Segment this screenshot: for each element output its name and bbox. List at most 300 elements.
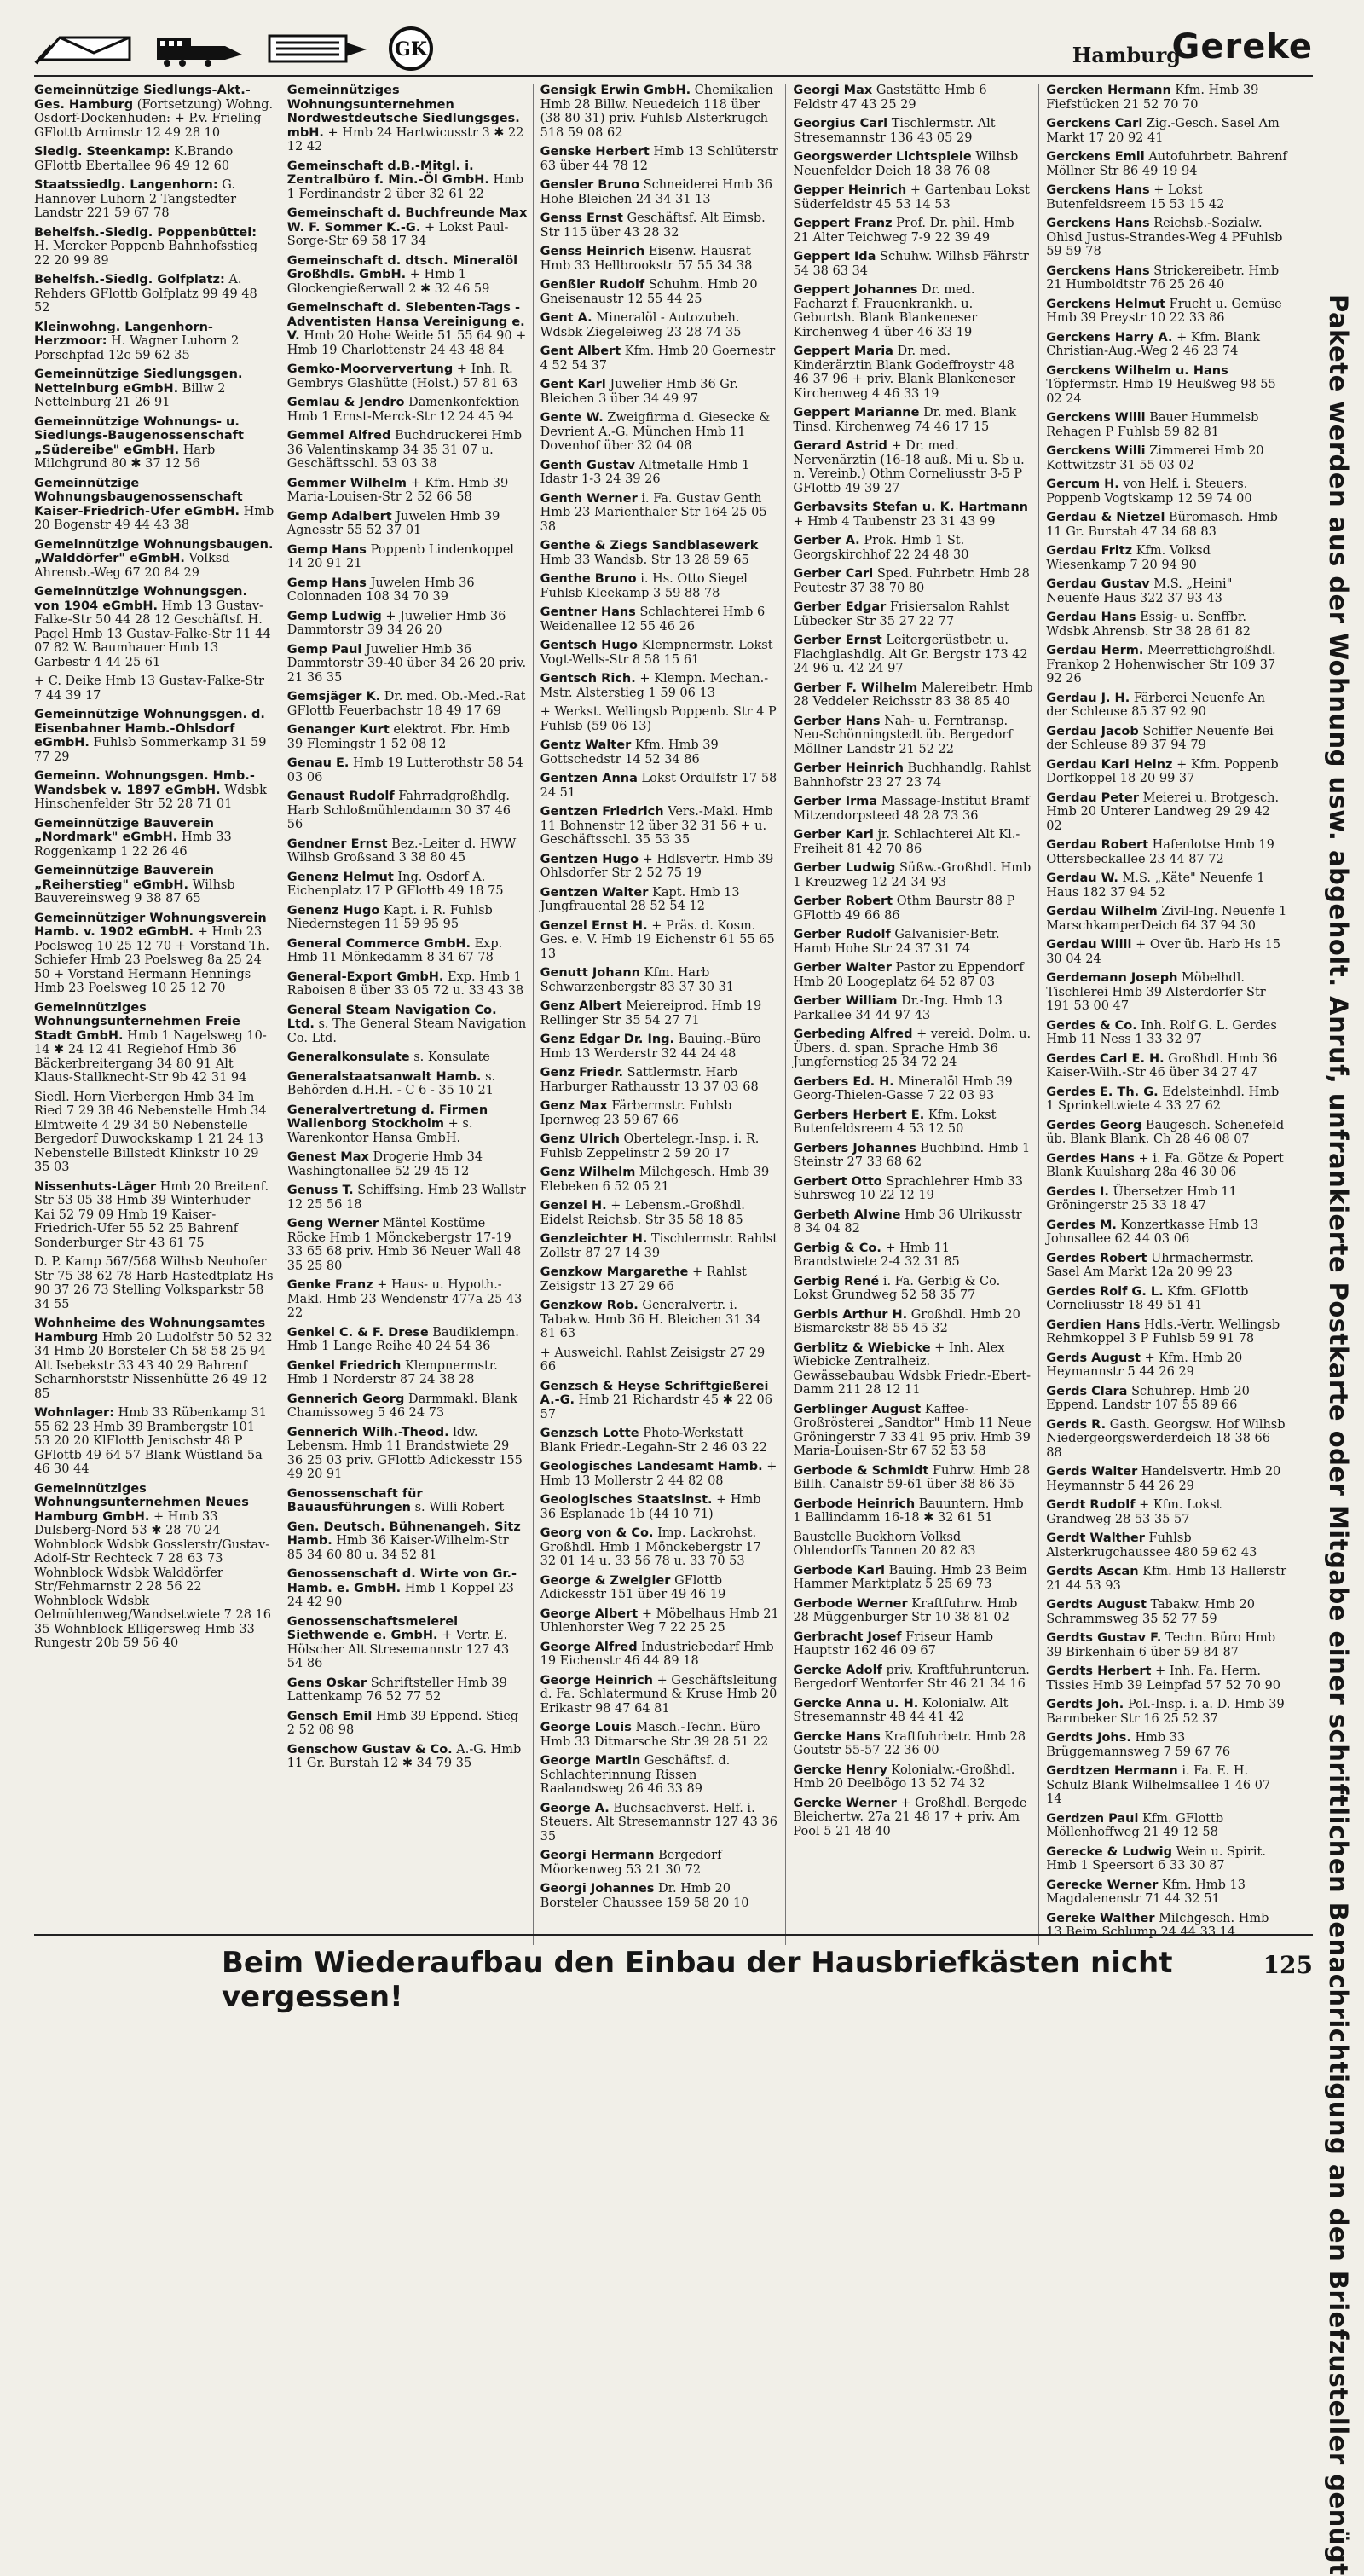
entry-name: Gerdemann Joseph <box>1046 971 1178 985</box>
entry-name: Gerber Heinrich <box>793 761 904 775</box>
directory-entry <box>34 1482 275 1651</box>
directory-entry <box>540 572 781 600</box>
entry-name: Gerdt Walther <box>1046 1531 1145 1545</box>
entry-details: Friseur Hamb Hauptstr 162 46 09 67 <box>793 1630 994 1658</box>
entry-name: General Commerce GmbH. <box>286 936 471 951</box>
entry-details: i. Fa. Gustav Genth Hmb 23 Marienthaler Str 164 25 05 38 <box>540 491 767 534</box>
directory-entry <box>287 254 528 297</box>
directory-entry <box>287 610 528 638</box>
entry-details: Hmb 33 Wandsb. Str 13 28 59 65 <box>540 553 749 567</box>
entry-name: Genz Friedr. <box>540 1066 624 1080</box>
entry-details: Hmb 20 Hohe Weide 51 55 64 90 + Hmb 19 Charlottenstr 24 43 48 84 <box>286 329 527 357</box>
entry-name: Staatssiedlg. Langenhorn: <box>34 178 218 192</box>
directory-entry <box>540 278 781 306</box>
entry-details: Meierei u. Brotgesch. Hmb 20 Unterer Landweg 29 29 42 02 <box>1046 790 1280 833</box>
directory-entry <box>540 1066 781 1094</box>
entry-details: Damenkonfektion Hmb 1 Ernst-Merck-Str 12 24 45 94 <box>286 396 520 424</box>
entry-name: Genzleichter H. <box>540 1232 648 1246</box>
directory-entry <box>287 1150 528 1178</box>
entry-details: Großhdl. Hmb 20 Bismarckstr 88 55 45 32 <box>793 1307 1020 1335</box>
entry-details: Hmb 13 Gustav-Falke-Str 50 44 28 12 Geschäftsf. H. Pagel Hmb 13 Gustav-Falke-Str 11 44 07 82 W. Baumhauer Hmb 13 Garbestr 4 44 25 61 <box>34 599 271 669</box>
directory-entry <box>287 1426 528 1482</box>
entry-details: + Geschäftsleitung d. Fa. Schlatermund & Kruse Hmb 20 Erikastr 98 47 64 81 <box>540 1673 777 1716</box>
entry-name: Gentzen Anna <box>540 772 638 785</box>
directory-entry <box>540 1574 781 1602</box>
entry-details: M.S. „Käte" Neuenfe 1 Haus 182 37 94 52 <box>1046 871 1265 900</box>
entry-name: George & Zweigler <box>540 1573 671 1588</box>
entry-details: Gaststätte Hmb 6 Feldstr 47 43 25 29 <box>793 84 987 112</box>
entry-name: Genth Werner <box>540 491 638 506</box>
directory-entry <box>287 1359 528 1387</box>
entry-details: Mineralöl - Autozubeh. Wdsbk Ziegeleiweg 23 28 74 35 <box>540 311 742 339</box>
entry-details: Sprachlehrer Hmb 33 Suhrsweg 10 22 12 19 <box>793 1174 1023 1202</box>
entry-name: Gerbode Werner <box>793 1596 908 1611</box>
directory-entry <box>1046 838 1287 866</box>
directory-entry <box>287 1520 528 1563</box>
footer-slogan: Beim Wiederaufbau den Einbau der Hausbriefkästen nicht vergessen! <box>222 1946 1173 2014</box>
entry-name: Gensigk Erwin GmbH. <box>540 84 691 97</box>
entry-name: Gerdts Ascan <box>1046 1565 1139 1578</box>
entry-details: Exp. Hmb 1 Raboisen 8 über 33 05 72 u. 33 43 38 <box>286 970 524 998</box>
directory-entry <box>793 1308 1033 1336</box>
entry-details: Hmb 20 Breitenf. Str 53 05 38 Hmb 39 Winterhuder Kai 52 79 09 Hmb 19 Kaiser-Friedrich-Ufer 55 52 25 Bahrenf Sonderburger Str 43 61 75 <box>34 1179 269 1250</box>
entry-details: Dr. med. Ob.-Med.-Rat GFlottb Feuerbachstr 18 49 17 69 <box>286 690 526 718</box>
entry-details: + Ausweichl. Rahlst Zeisigstr 27 29 66 <box>540 1346 766 1374</box>
directory-entry <box>540 1166 781 1194</box>
entry-details: Fahrradgroßhdlg. Harb Schloßmühlendamm 30 37 46 56 <box>286 790 511 831</box>
entry-details: Tabakw. Hmb 20 Schrammsweg 35 52 77 59 <box>1046 1598 1256 1626</box>
entry-name: Genz Max <box>540 1099 608 1113</box>
directory-entry <box>1046 478 1287 506</box>
entry-details: Büromasch. Hmb 11 Gr. Burstah 47 34 68 83 <box>1046 511 1278 539</box>
directory-entry <box>1046 1698 1287 1726</box>
entry-details: Uhrmachermstr. Sasel Am Markt 12a 20 99 23 <box>1046 1251 1254 1279</box>
entry-details: Wein u. Spirit. Hmb 1 Speersort 6 33 30 87 <box>1046 1844 1266 1873</box>
entry-name: Generalstaatsanwalt Hamb. <box>286 1069 482 1084</box>
directory-entry <box>1046 692 1287 720</box>
entry-details: Buchsachverst. Helf. i. Steuers. Alt Stresemannstr 127 43 36 35 <box>540 1801 777 1844</box>
entry-details: jr. Schlachterei Alt Kl.-Freiheit 81 42 70 86 <box>793 828 1020 856</box>
entry-name: Behelfsh.-Siedlg. Poppenbüttel: <box>34 225 257 240</box>
entry-name: Geppert Johannes <box>793 283 918 297</box>
entry-details: Zweigfirma d. Giesecke & Devrient A.-G. München Hmb 11 Dovenhof über 32 04 08 <box>540 411 771 453</box>
entry-details: Volksd Ahrensb.-Weg 67 20 84 29 <box>34 552 230 580</box>
entry-name: Gereke Walther <box>1046 1911 1155 1925</box>
entry-name: Generalvertretung d. Firmen Wallenborg Stockholm <box>286 1103 488 1131</box>
entry-details: Baugesch. Schenefeld üb. Blank Blank. Ch 28 46 08 07 <box>1046 1118 1285 1146</box>
entry-name: Gerdau Robert <box>1046 838 1149 852</box>
page-header <box>34 24 1313 77</box>
directory-entry <box>793 1697 1033 1725</box>
directory-entry <box>540 1641 781 1669</box>
entry-name: Gerber Karl <box>793 828 874 842</box>
envelope-icon <box>34 29 136 68</box>
directory-entry <box>287 576 528 605</box>
entry-name: Genzkow Rob. <box>540 1299 639 1312</box>
entry-name: George Martin <box>540 1754 641 1768</box>
entry-name: Gemp Adalbert <box>286 509 392 524</box>
entry-name: Gerckens Helmut <box>1046 297 1166 311</box>
directory-entry <box>793 961 1033 989</box>
directory-entry <box>793 150 1033 178</box>
entry-name: Gennerich Georg <box>286 1392 405 1406</box>
entry-details: Industriebedarf Hmb 19 Eichenstr 46 44 89 18 <box>540 1640 774 1668</box>
directory-entry <box>793 1175 1033 1203</box>
directory-entry <box>793 761 1033 790</box>
entry-details: Hmb 13 Schlüterstr 63 über 44 78 12 <box>540 145 778 173</box>
directory-entry <box>540 1199 781 1227</box>
directory-entry <box>793 1497 1033 1525</box>
entry-name: Gerbode Heinrich <box>793 1496 916 1511</box>
directory-entry <box>793 183 1033 211</box>
entry-details: Kolonialw.-Großhdl. Hmb 20 Deelbögo 13 52 74 32 <box>793 1763 1015 1791</box>
entry-name: Gerckens Hans <box>1046 183 1150 197</box>
entry-name: Gentzen Walter <box>540 885 649 900</box>
directory-entry <box>1046 183 1287 211</box>
entry-name: Georgi Hermann <box>540 1849 655 1862</box>
entry-name: Gerdes Carl E. H. <box>1046 1051 1165 1066</box>
entry-name: Gemko-Moorververtung <box>286 362 454 376</box>
entry-details: Massage-Institut Bramf Mitzendorpsteed 48 28 73 36 <box>793 795 1030 823</box>
entry-details: + Over üb. Harb Hs 15 30 04 24 <box>1046 938 1281 966</box>
entry-details: Baustelle Buckhorn Volksd Ohlendorffs Tannen 20 82 83 <box>793 1530 976 1558</box>
directory-entry <box>793 928 1033 956</box>
entry-details: i. Fa. Gerbig & Co. Lokst Grundweg 52 58 35 77 <box>793 1274 1001 1302</box>
entry-details: Poppenb Lindenkoppel 14 20 91 21 <box>286 542 514 570</box>
entry-details: Dr. med. Facharzt f. Frauenkrankh. u. Geburtsh. Blank Blankeneser Kirchenweg 4 über 46 33 19 <box>793 283 978 339</box>
entry-name: Gemeinnützige Wohnungsgen. von 1904 eGmbH. <box>34 585 248 613</box>
entry-details: Zivil-Ing. Neuenfe 1 MarschkamperDeich 64 37 94 30 <box>1046 905 1287 933</box>
entry-name: Gentzen Friedrich <box>540 805 664 819</box>
entry-details: + Hmb 33 Dulsberg-Nord 53 ✱ 28 70 24 Wohnblock Wdsbk Gosslerstr/Gustav-Adolf-Str Rechteck 7 28 63 73 Wohnblock Wdsbk Walddörfer Str/Fehmarnstr 2 28 56 22 Wohnblock Wdsbk Oelmühlenweg/Wandsetwiete 7 28 16 35 Wohnblock Elligersweg Hmb 33 Rungestr 20b 59 56 40 <box>34 1509 271 1650</box>
entry-details: Chemikalien Hmb 28 Billw. Neuedeich 118 über (38 80 31) priv. Fuhlsb Alsterkrugch 518 59 08 62 <box>540 84 773 140</box>
entry-details: Meerrettichgroßhdl. Frankop 2 Hohenwischer Str 109 37 92 26 <box>1046 644 1276 686</box>
entry-details: Hdls.-Vertr. Wellingsb Rehmkoppel 3 P Fuhlsb 59 91 78 <box>1046 1317 1280 1346</box>
entry-name: Geologisches Landesamt Hamb. <box>540 1460 763 1473</box>
directory-entry <box>793 439 1033 495</box>
entry-details: + Vertr. E. Hölscher Alt Stresemannstr 127 43 54 86 <box>286 1629 510 1670</box>
entry-details: Kraftfuhrw. Hmb 28 Müggenburger Str 10 38 81 02 <box>793 1596 1018 1624</box>
directory-entry <box>540 1033 781 1061</box>
entry-name: Nissenhuts-Läger <box>34 1179 157 1194</box>
directory-entry <box>793 406 1033 434</box>
directory-entry <box>34 415 275 472</box>
directory-entry <box>793 634 1033 676</box>
entry-details: Photo-Werkstatt Blank Friedr.-Legahn-Str 2 46 03 22 <box>540 1427 768 1455</box>
header-city: Hamburg <box>1072 43 1181 67</box>
directory-entry <box>540 1526 781 1569</box>
entry-name: Gerdau Gustav <box>1046 577 1150 591</box>
entry-name: Geppert Ida <box>793 250 876 263</box>
entry-details: + i. Fa. Götze & Popert Blank Kuulsharg 28a 46 30 06 <box>1046 1151 1285 1179</box>
entry-details: Essig- u. Senffbr. Wdsbk Ahrensb. Str 38 28 61 82 <box>1046 611 1251 639</box>
directory-columns <box>34 84 1292 1939</box>
entry-details: Dr.-Ing. Hmb 13 Parkallee 34 44 97 43 <box>793 994 1003 1022</box>
directory-entry <box>540 1099 781 1127</box>
side-notice-text: Pakete werden aus der Wohnung usw. abgeholt. Anruf, unfrankierte Postkarte oder Mitgabe einer schriftlichen Benachrichtigung an den Briefzusteller genügt <box>1324 294 1353 2576</box>
entry-details: Gasth. Georgsw. Hof Wilhsb Niedergeorgswerderdeich 18 38 66 88 <box>1046 1417 1286 1460</box>
directory-entry <box>287 1070 528 1098</box>
directory-entry <box>540 178 781 206</box>
directory-entry <box>540 1721 781 1749</box>
entry-name: Gerdt Rudolf <box>1046 1498 1136 1512</box>
entry-details: Hmb 1 Ferdinandstr 2 über 32 61 22 <box>286 173 524 201</box>
entry-name: Gerdzen Paul <box>1046 1811 1139 1826</box>
entry-name: Gemeinnützige Wohnungsbaugenossenschaft Kaiser-Friedrich-Ufer eGmbH. <box>34 476 243 518</box>
entry-details: Baudiklempn. Hmb 1 Lange Reihe 40 24 54 36 <box>286 1325 519 1353</box>
directory-entry <box>34 674 275 703</box>
entry-name: Gemeinnützige Siedlungsgen. Nettelnburg eGmbH. <box>34 368 243 396</box>
directory-entry <box>1046 1085 1287 1114</box>
directory-entry <box>1046 331 1287 359</box>
directory-entry <box>34 368 275 410</box>
directory-entry <box>34 1255 275 1311</box>
entry-details: Kfm. Hmb 13 Hallerstr 21 44 53 93 <box>1046 1565 1287 1593</box>
entry-name: Genenz Helmut <box>286 870 394 884</box>
entry-name: Geologisches Staatsinst. <box>540 1493 713 1507</box>
directory-entry <box>540 1380 781 1422</box>
entry-details: Kfm. Hmb 20 Goernestr 4 52 54 37 <box>540 344 776 373</box>
entry-details: + Kfm. Lokst Grandweg 28 53 35 57 <box>1046 1498 1222 1526</box>
entry-details: Wilhsb Neuenfelder Deich 18 38 76 08 <box>793 150 1019 178</box>
entry-details: Schlachterei Hmb 6 Weidenallee 12 55 46 26 <box>540 605 766 634</box>
entry-details: Milchgesch. Hmb 39 Elebeken 6 52 05 21 <box>540 1166 770 1194</box>
directory-entry <box>34 84 275 140</box>
directory-entry <box>287 1103 528 1146</box>
entry-name: George A. <box>540 1801 610 1815</box>
entry-name: Gemeinnützige Siedlungs-Akt.-Ges. Hamburg <box>34 84 251 112</box>
directory-entry <box>793 84 1033 112</box>
entry-name: Gerds Clara <box>1046 1384 1128 1398</box>
entry-name: Gerbeth Alwine <box>793 1207 901 1222</box>
entry-name: Gercke Werner <box>793 1796 897 1810</box>
entry-details: Möbelhdl. Tischlerei Hmb 39 Alsterdorfer Str 191 53 00 47 <box>1046 971 1266 1013</box>
directory-entry <box>287 837 528 865</box>
entry-name: Gercke Hans <box>793 1729 881 1744</box>
entry-details: Techn. Büro Hmb 39 Birkenhain 6 über 59 84 87 <box>1046 1631 1276 1659</box>
entry-name: Gerdts Joh. <box>1046 1698 1124 1711</box>
entry-details: Buchbind. Hmb 1 Steinstr 27 33 68 62 <box>793 1141 1031 1169</box>
entry-name: Gentz Walter <box>540 738 632 752</box>
entry-name: Gendner Ernst <box>286 836 388 851</box>
entry-name: Gerdts Herbert <box>1046 1664 1152 1678</box>
entry-details: Dr. med. Blank Tinsd. Kirchenweg 74 46 17 15 <box>793 406 1017 434</box>
directory-entry <box>1046 1318 1287 1346</box>
entry-details: D. P. Kamp 567/568 Wilhsb Neuhofer Str 75 38 62 78 Harb Hastedtplatz Hs 90 37 26 73 Stelling Volksparkstr 58 34 55 <box>34 1255 274 1311</box>
directory-entry <box>34 226 275 269</box>
entry-details: + Klempn. Mechan.-Mstr. Alsterstieg 1 59 06 13 <box>540 672 769 700</box>
directory-entry <box>793 1275 1033 1303</box>
entry-details: Süßw.-Großhdl. Hmb 1 Kreuzweg 12 24 34 93 <box>793 861 1032 889</box>
company-seal-icon <box>387 25 435 72</box>
entry-details: Handelsvertr. Hmb 20 Heymannstr 5 44 26 29 <box>1046 1465 1281 1493</box>
entry-name: Gerbode & Schmidt <box>793 1463 929 1478</box>
directory-entry <box>1046 1731 1287 1759</box>
entry-name: Gerber Irma <box>793 795 878 808</box>
directory-entry <box>793 994 1033 1022</box>
entry-name: Genzel Ernst H. <box>540 918 648 933</box>
entry-details: Juwelier Hmb 36 Dammtorstr 39-40 über 34 26 20 priv. 21 36 35 <box>286 642 527 685</box>
entry-name: Genenz Hugo <box>286 903 380 918</box>
directory-entry <box>540 1882 781 1910</box>
directory-entry <box>1046 84 1287 112</box>
entry-name: Gerdes Rolf G. L. <box>1046 1284 1164 1299</box>
entry-name: Gen. Deutsch. Bühnenangeh. Sitz Hamb. <box>286 1520 521 1548</box>
directory-entry <box>287 723 528 751</box>
entry-details: G. Hannover Luhorn 2 Tangstedter Landstr 221 59 67 78 <box>34 178 237 220</box>
entry-details: Sped. Fuhrbetr. Hmb 28 Peutestr 37 38 70 80 <box>793 567 1030 595</box>
entry-details: Milchgesch. Hmb 13 Beim Schlump 24 44 33 14 <box>1046 1911 1269 1939</box>
entry-name: Gerber A. <box>793 534 860 547</box>
directory-entry <box>540 772 781 800</box>
directory-entry <box>1046 544 1287 572</box>
entry-name: Gemeinnützige Wohnungsgen. d. Eisenbahner Hamb.-Ohlsdorf eGmbH. <box>34 708 265 750</box>
entry-details: + vereid. Dolm. u. Übers. d. span. Sprache Hmb 36 Jungfernstieg 25 34 72 24 <box>793 1028 1032 1069</box>
directory-entry <box>540 492 781 535</box>
entry-details: Frucht u. Gemüse Hmb 39 Preystr 10 22 33 86 <box>1046 297 1282 325</box>
entry-name: Gerbers Johannes <box>793 1141 916 1155</box>
entry-name: Gerber Robert <box>793 894 893 908</box>
directory-entry <box>1046 150 1287 178</box>
entry-details: + C. Deike Hmb 13 Gustav-Falke-Str 7 44 39 17 <box>34 674 264 703</box>
entry-name: Gemsjäger K. <box>286 690 381 703</box>
entry-details: von Helf. i. Steuers. Poppenb Vogtskamp 12 59 74 00 <box>1046 478 1252 506</box>
entry-name: Gerckens Willi <box>1046 444 1146 458</box>
entry-name: Gerckens Harry A. <box>1046 330 1173 344</box>
entry-details: Pol.-Insp. i. a. D. Hmb 39 Barmbeker Str 16 25 52 37 <box>1046 1698 1285 1726</box>
entry-details: H. Wagner Luhorn 2 Porschpfad 12c 59 62 35 <box>34 334 240 362</box>
entry-details: Inh. Rolf G. L. Gerdes Hmb 11 Ness 1 33 32 97 <box>1046 1018 1277 1046</box>
directory-entry <box>1046 577 1287 605</box>
directory-entry <box>287 159 528 202</box>
entry-details: + Kfm. Blank Christian-Aug.-Weg 2 46 23 74 <box>1046 330 1261 358</box>
entry-details: Obertelegr.-Insp. i. R. Fuhlsb Zeppelinstr 2 59 20 17 <box>540 1132 760 1161</box>
entry-details: Edelsteinhdl. Hmb 1 Sprinkeltwiete 4 33 27 62 <box>1046 1085 1280 1113</box>
directory-entry <box>287 970 528 999</box>
entry-name: Gerckens Wilhelm u. Hans <box>1046 363 1228 378</box>
entry-name: Gemeinschaft d. Siebenten-Tags - Adventisten Hansa Vereinigung e. V. <box>286 301 525 343</box>
entry-name: Gerdau W. <box>1046 871 1118 885</box>
entry-details: Bauing. Hmb 23 Beim Hammer Marktplatz 5 25 69 73 <box>793 1563 1027 1591</box>
directory-entry <box>793 501 1033 529</box>
entry-name: Geppert Maria <box>793 344 893 358</box>
entry-name: Gerdes Robert <box>1046 1251 1147 1265</box>
directory-entry <box>793 250 1033 278</box>
entry-details: Nah- u. Ferntransp. Neu-Schönningstedt üb. Bergedorf Möllner Landstr 21 52 22 <box>793 714 1013 756</box>
entry-name: Genuss T. <box>286 1184 354 1197</box>
directory-entry <box>540 919 781 962</box>
entry-details: Bauing.-Büro Hmb 13 Werderstr 32 44 24 48 <box>540 1033 761 1061</box>
entry-name: Gerdes I. <box>1046 1184 1109 1199</box>
directory-entry <box>540 539 781 567</box>
entry-details: Kfm. Hmb 39 Gottschedstr 14 52 34 86 <box>540 738 719 767</box>
entry-name: Gemp Hans <box>286 542 367 557</box>
directory-entry <box>793 283 1033 339</box>
entry-name: Genossenschaftsmeierei Siethwende e. GmbH. <box>286 1614 459 1642</box>
entry-name: Wohnlager: <box>34 1406 115 1420</box>
directory-entry <box>540 1346 781 1375</box>
directory-entry <box>287 1278 528 1321</box>
entry-name: Gerecke Werner <box>1046 1878 1159 1892</box>
directory-entry <box>1046 905 1287 933</box>
entry-details: Othm Baurstr 88 P GFlottb 49 66 86 <box>793 894 1015 923</box>
entry-name: Gerdau Willi <box>1046 938 1132 952</box>
entry-details: Klempnermstr. Lokst Vogt-Wells-Str 8 58 15 61 <box>540 639 773 667</box>
entry-details: Färbermstr. Fuhlsb Ipernweg 23 59 67 66 <box>540 1099 732 1127</box>
entry-name: Gent Albert <box>540 344 621 358</box>
entry-details: Drogerie Hmb 34 Washingtonallee 52 29 45 12 <box>286 1150 483 1178</box>
entry-name: Gerdes & Co. <box>1046 1018 1137 1033</box>
directory-entry <box>540 1493 781 1521</box>
entry-name: Gentzen Hugo <box>540 852 639 866</box>
directory-entry <box>540 211 781 240</box>
directory-entry <box>793 1142 1033 1170</box>
directory-entry <box>1046 791 1287 834</box>
directory-entry <box>34 273 275 315</box>
entry-name: Genossenschaft für Bauausführungen <box>286 1486 423 1514</box>
directory-entry <box>287 643 528 686</box>
entry-name: Gercum H. <box>1046 478 1119 491</box>
entry-name: Gerdau Herm. <box>1046 644 1144 657</box>
directory-entry <box>793 1242 1033 1270</box>
entry-details: + Hmb 11 Brandstwiete 2-4 32 31 85 <box>793 1241 960 1269</box>
entry-details: + Hmb 4 Taubenstr 23 31 43 99 <box>793 514 996 529</box>
entry-name: Georgius Carl <box>793 117 888 130</box>
entry-details: ldw. Lebensm. Hmb 11 Brandstwiete 29 36 25 03 priv. GFlottb Adickesstr 155 49 20 91 <box>286 1425 523 1481</box>
directory-entry <box>540 1460 781 1488</box>
entry-details: A. Rehders GFlottb Golfplatz 99 49 48 52 <box>34 273 257 315</box>
entry-details: + Kfm. Poppenb Dorfkoppel 18 20 99 37 <box>1046 757 1279 785</box>
directory-entry <box>793 828 1033 856</box>
column-4 <box>793 84 1039 1945</box>
directory-entry <box>34 817 275 860</box>
entry-name: Gerdes Hans <box>1046 1151 1135 1166</box>
entry-name: Gemeinnützige Wohnungsbaugen. „Walddörfer" eGmbH. <box>34 537 274 565</box>
directory-entry <box>34 1406 275 1477</box>
entry-details: Prof. Dr. phil. Hmb 21 Alter Teichweg 7-9 22 39 49 <box>793 217 1014 245</box>
directory-entry <box>34 1317 275 1401</box>
entry-name: Gerbers Ed. H. <box>793 1074 894 1089</box>
entry-details: + Hmb 36 Esplanade 1b (44 10 71) <box>540 1493 761 1521</box>
entry-name: Gerds Walter <box>1046 1465 1138 1479</box>
entry-name: Gent Karl <box>540 378 606 391</box>
entry-details: Kapt. Hmb 13 Jungfrauental 28 52 54 12 <box>540 885 740 913</box>
directory-entry <box>34 1091 275 1175</box>
directory-entry <box>793 894 1033 923</box>
entry-name: Gerdau J. H. <box>1046 691 1130 705</box>
entry-name: Gerbavsits Stefan u. K. Hartmann <box>793 501 1028 514</box>
directory-entry <box>793 1730 1033 1758</box>
entry-details: Strickereibetr. Hmb 21 Humboldtstr 76 25 26 40 <box>1046 263 1280 292</box>
entry-name: Genz Edgar Dr. Ing. <box>540 1033 675 1046</box>
entry-details: Eisenw. Hausrat Hmb 33 Hellbrookstr 57 55 34 38 <box>540 245 753 273</box>
header-page-name: Gereke <box>1171 27 1313 67</box>
entry-name: Gerber Walter <box>793 961 892 975</box>
directory-entry <box>287 301 528 357</box>
entry-details: Schuhm. Hmb 20 Gneisenaustr 12 55 44 25 <box>540 278 758 306</box>
entry-details: Hmb 19 Lutterothstr 58 54 03 06 <box>286 756 523 784</box>
entry-details: Geschäftsf. d. Schlachterinnung Rissen Raalandsweg 26 46 33 89 <box>540 1754 731 1796</box>
directory-entry <box>287 206 528 249</box>
directory-entry <box>540 1232 781 1260</box>
ship-icon <box>261 29 372 68</box>
directory-entry <box>287 1487 528 1515</box>
directory-entry <box>287 396 528 424</box>
entry-name: Gerber Carl <box>793 567 874 581</box>
entry-name: Gent A. <box>540 311 592 325</box>
directory-entry <box>793 1341 1033 1398</box>
column-5 <box>1046 84 1292 1945</box>
